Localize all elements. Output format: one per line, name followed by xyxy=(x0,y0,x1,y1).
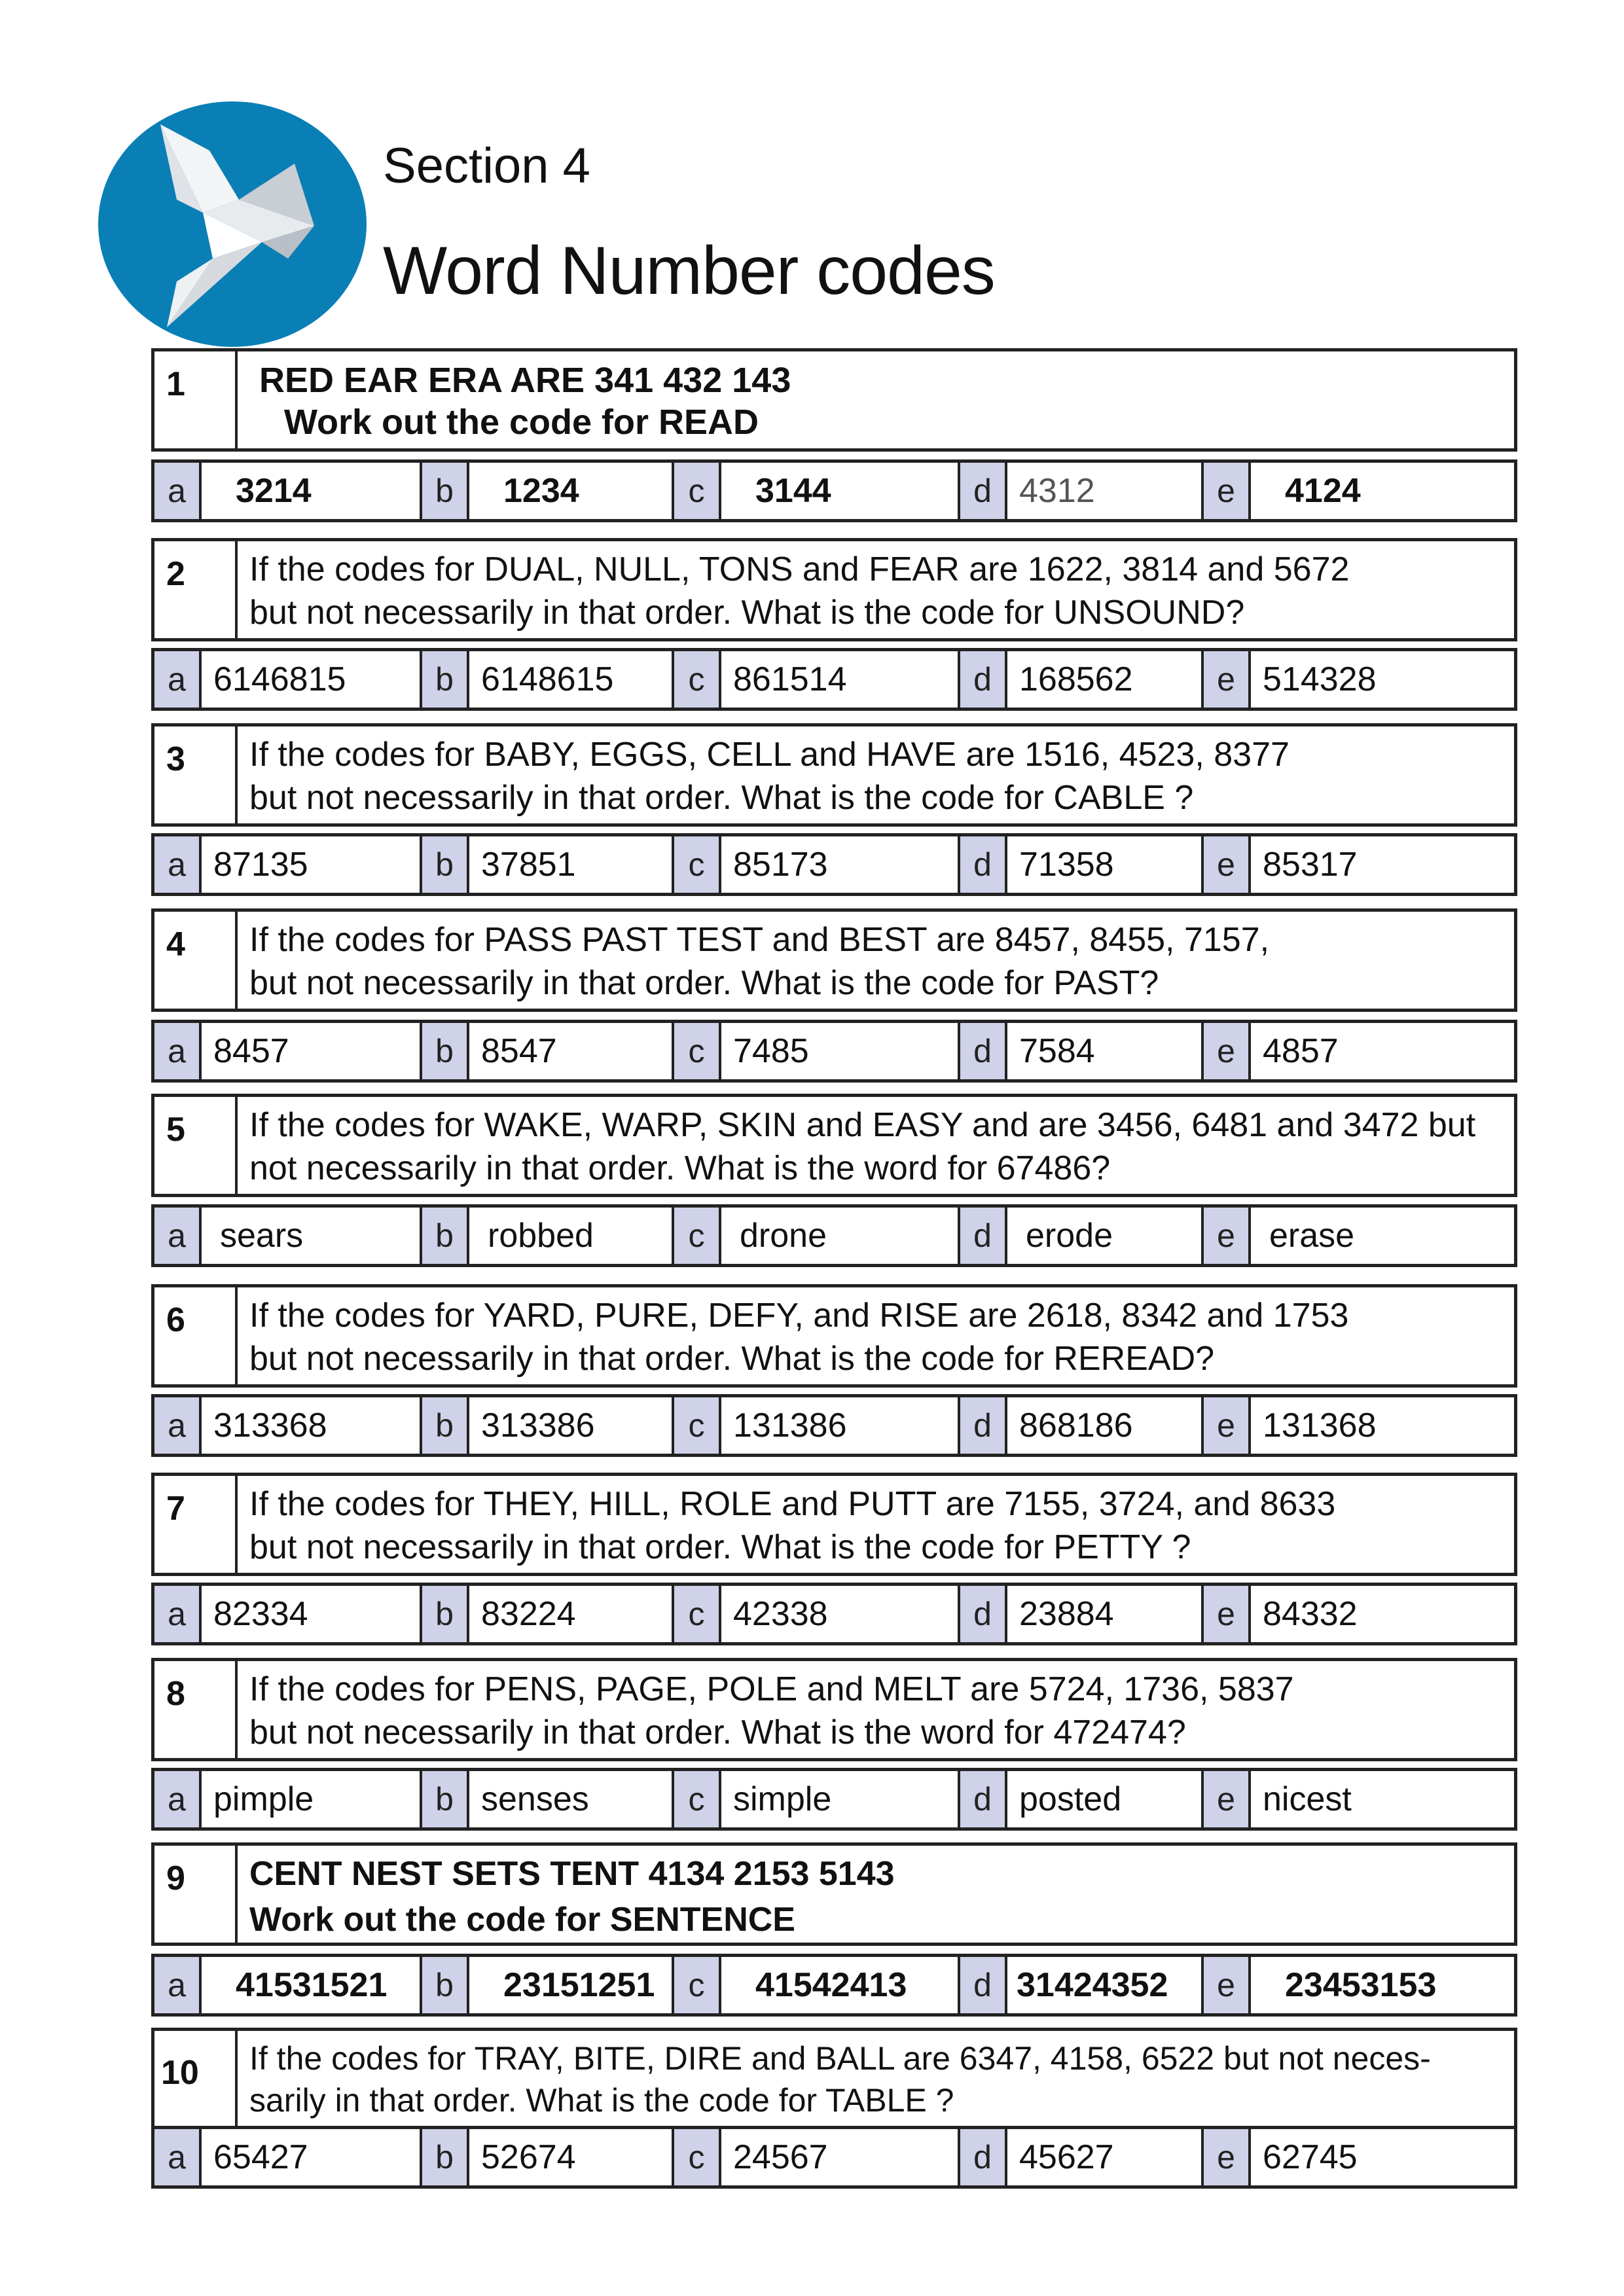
option-letter: e xyxy=(1204,463,1251,519)
option-value: 84332 xyxy=(1263,1595,1358,1633)
option-letter: a xyxy=(154,2129,202,2185)
option-value: 37851 xyxy=(481,846,576,884)
option-letter: b xyxy=(422,463,469,519)
answer-row-1 xyxy=(151,459,1517,522)
question-line: but not necessarily in that order. What is the code for CABLE ? xyxy=(249,779,1194,817)
question-line: If the codes for PASS PAST TEST and BEST are 8457, 8455, 7157, xyxy=(249,921,1270,959)
option-e[interactable] xyxy=(1201,1957,1514,2013)
option-value: 87135 xyxy=(213,846,308,884)
option-letter: e xyxy=(1204,1023,1251,1079)
option-value: 4124 xyxy=(1285,472,1361,510)
option-letter: c xyxy=(674,1023,721,1079)
option-b[interactable] xyxy=(420,463,672,519)
question-8 xyxy=(151,1658,1517,1761)
option-letter: c xyxy=(674,1771,721,1827)
option-letter: b xyxy=(422,651,469,708)
option-value: 52674 xyxy=(481,2138,576,2176)
question-number: 2 xyxy=(154,541,238,638)
option-value: 62745 xyxy=(1263,2138,1358,2176)
option-letter: d xyxy=(960,1586,1007,1642)
option-letter: e xyxy=(1204,1771,1251,1827)
option-e[interactable] xyxy=(1201,1771,1514,1827)
option-value: 45627 xyxy=(1019,2138,1114,2176)
question-line: If the codes for DUAL, NULL, TONS and FEAR are 1622, 3814 and 5672 xyxy=(249,550,1350,588)
question-text xyxy=(249,548,1504,634)
option-e[interactable] xyxy=(1201,463,1514,519)
question-text xyxy=(249,1294,1504,1380)
question-10 xyxy=(151,2028,1517,2131)
option-letter: e xyxy=(1204,2129,1251,2185)
question-line: Work out the code for READ xyxy=(284,403,759,442)
option-d[interactable] xyxy=(958,463,1201,519)
question-5 xyxy=(151,1094,1517,1197)
question-line: but not necessarily in that order. What is the word for 472474? xyxy=(249,1713,1186,1751)
question-number: 4 xyxy=(154,912,238,1009)
option-c[interactable] xyxy=(672,463,958,519)
question-line: but not necessarily in that order. What is the code for PAST? xyxy=(249,964,1159,1002)
question-9 xyxy=(151,1842,1517,1946)
option-letter: e xyxy=(1204,651,1251,708)
option-a[interactable] xyxy=(154,1957,420,2013)
question-line: If the codes for THEY, HILL, ROLE and PUTT are 7155, 3724, and 8633 xyxy=(249,1485,1336,1523)
option-value: 8457 xyxy=(213,1032,289,1070)
option-d[interactable] xyxy=(958,1397,1201,1454)
option-value: senses xyxy=(481,1780,589,1818)
answer-row-3 xyxy=(151,833,1517,896)
option-e[interactable] xyxy=(1201,1586,1514,1642)
question-line: RED EAR ERA ARE 341 432 143 xyxy=(259,361,791,400)
option-value: 41542413 xyxy=(755,1966,907,2004)
option-letter: b xyxy=(422,1957,469,2013)
option-letter: d xyxy=(960,1957,1007,2013)
option-value: erode xyxy=(1026,1217,1113,1255)
option-value: nicest xyxy=(1263,1780,1352,1818)
option-value: simple xyxy=(733,1780,832,1818)
option-value: 83224 xyxy=(481,1595,576,1633)
option-letter: d xyxy=(960,836,1007,893)
option-d[interactable] xyxy=(958,836,1201,893)
answer-row-2 xyxy=(151,648,1517,711)
origami-bird-logo xyxy=(98,101,367,347)
option-d[interactable] xyxy=(958,1957,1201,2013)
option-value: 168562 xyxy=(1019,660,1133,698)
option-value: 313368 xyxy=(213,1407,327,1444)
option-value: 131368 xyxy=(1263,1407,1377,1444)
option-value: 1234 xyxy=(503,472,579,510)
question-line: If the codes for TRAY, BITE, DIRE and BALL are 6347, 4158, 6522 but not neces- xyxy=(249,2040,1431,2077)
question-text xyxy=(259,359,1504,443)
option-b[interactable] xyxy=(420,1397,672,1454)
option-d[interactable] xyxy=(958,1023,1201,1079)
question-line: If the codes for BABY, EGGS, CELL and HAVE are 1516, 4523, 8377 xyxy=(249,736,1290,774)
question-number: 5 xyxy=(154,1097,238,1194)
question-text xyxy=(249,733,1504,819)
option-letter: b xyxy=(422,1208,469,1264)
option-c[interactable] xyxy=(672,836,958,893)
option-a[interactable] xyxy=(154,1771,420,1827)
option-letter: b xyxy=(422,2129,469,2185)
option-letter: c xyxy=(674,463,721,519)
option-value: 24567 xyxy=(733,2138,828,2176)
option-letter: c xyxy=(674,1586,721,1642)
option-value: 7485 xyxy=(733,1032,809,1070)
option-c[interactable] xyxy=(672,651,958,708)
option-value: 82334 xyxy=(213,1595,308,1633)
option-value: 313386 xyxy=(481,1407,595,1444)
option-letter: a xyxy=(154,651,202,708)
question-line: but not necessarily in that order. What is the code for REREAD? xyxy=(249,1340,1215,1378)
answer-row-7 xyxy=(151,1583,1517,1645)
option-letter: c xyxy=(674,1397,721,1454)
option-letter: c xyxy=(674,1957,721,2013)
option-letter: a xyxy=(154,463,202,519)
question-text xyxy=(249,1103,1504,1190)
option-value: 514328 xyxy=(1263,660,1377,698)
option-value: 7584 xyxy=(1019,1032,1095,1070)
question-number: 9 xyxy=(154,1846,238,1943)
option-e[interactable] xyxy=(1201,651,1514,708)
question-7 xyxy=(151,1473,1517,1576)
option-value: 71358 xyxy=(1019,846,1114,884)
option-c[interactable] xyxy=(672,1208,958,1264)
option-a[interactable] xyxy=(154,1208,420,1264)
option-value: 23884 xyxy=(1019,1595,1114,1633)
option-value: 3214 xyxy=(236,472,312,510)
option-b[interactable] xyxy=(420,1957,672,2013)
option-value: 4312 xyxy=(1019,472,1095,510)
option-e[interactable] xyxy=(1201,1397,1514,1454)
option-letter: a xyxy=(154,1208,202,1264)
option-letter: d xyxy=(960,1208,1007,1264)
option-value: 868186 xyxy=(1019,1407,1133,1444)
question-text xyxy=(249,1482,1504,1569)
option-letter: c xyxy=(674,1208,721,1264)
option-a[interactable] xyxy=(154,836,420,893)
page-title: Word Number codes xyxy=(383,233,995,309)
section-label: Section 4 xyxy=(383,138,590,194)
answer-row-4 xyxy=(151,1020,1517,1083)
question-line: not necessarily in that order. What is the word for 67486? xyxy=(249,1149,1111,1187)
option-letter: b xyxy=(422,1586,469,1642)
option-value: 85173 xyxy=(733,846,828,884)
question-number: 8 xyxy=(154,1661,238,1758)
option-d[interactable] xyxy=(958,1586,1201,1642)
option-value: robbed xyxy=(488,1217,594,1255)
question-text xyxy=(249,1668,1504,1754)
question-number: 10 xyxy=(154,2031,238,2128)
question-text xyxy=(249,2037,1504,2121)
option-value: 65427 xyxy=(213,2138,308,2176)
question-number: 1 xyxy=(154,351,238,448)
option-value: 6148615 xyxy=(481,660,614,698)
option-a[interactable] xyxy=(154,2129,420,2185)
option-letter: a xyxy=(154,836,202,893)
answer-row-5 xyxy=(151,1204,1517,1267)
option-value: drone xyxy=(740,1217,827,1255)
option-c[interactable] xyxy=(672,1586,958,1642)
option-letter: c xyxy=(674,836,721,893)
option-value: erase xyxy=(1269,1217,1355,1255)
option-value: 23453153 xyxy=(1285,1966,1437,2004)
question-line: If the codes for WAKE, WARP, SKIN and EASY and are 3456, 6481 and 3472 but xyxy=(249,1106,1476,1144)
question-line: If the codes for PENS, PAGE, POLE and MELT are 5724, 1736, 5837 xyxy=(249,1670,1294,1708)
option-value: 23151251 xyxy=(503,1966,655,2004)
question-4 xyxy=(151,908,1517,1012)
option-value: pimple xyxy=(213,1780,314,1818)
option-value: 6146815 xyxy=(213,660,346,698)
option-value: 8547 xyxy=(481,1032,557,1070)
option-b[interactable] xyxy=(420,1771,672,1827)
option-e[interactable] xyxy=(1201,1023,1514,1079)
answer-row-6 xyxy=(151,1394,1517,1457)
option-value: 31424352 xyxy=(1017,1966,1168,2004)
option-b[interactable] xyxy=(420,836,672,893)
option-b[interactable] xyxy=(420,1208,672,1264)
option-letter: a xyxy=(154,1957,202,2013)
question-line: but not necessarily in that order. What is the code for UNSOUND? xyxy=(249,594,1245,632)
option-a[interactable] xyxy=(154,463,420,519)
option-value: 861514 xyxy=(733,660,847,698)
answer-row-9 xyxy=(151,1954,1517,2017)
option-value: 4857 xyxy=(1263,1032,1339,1070)
option-c[interactable] xyxy=(672,1023,958,1079)
question-line: sarily in that order. What is the code for TABLE ? xyxy=(249,2082,954,2119)
option-c[interactable] xyxy=(672,1771,958,1827)
question-number: 7 xyxy=(154,1476,238,1573)
option-e[interactable] xyxy=(1201,836,1514,893)
question-number: 6 xyxy=(154,1287,238,1384)
question-2 xyxy=(151,538,1517,641)
option-letter: a xyxy=(154,1771,202,1827)
option-letter: e xyxy=(1204,836,1251,893)
option-value: 3144 xyxy=(755,472,831,510)
option-letter: e xyxy=(1204,1397,1251,1454)
answer-row-10 xyxy=(151,2126,1517,2189)
option-letter: e xyxy=(1204,1957,1251,2013)
option-a[interactable] xyxy=(154,1586,420,1642)
option-a[interactable] xyxy=(154,1397,420,1454)
option-b[interactable] xyxy=(420,1586,672,1642)
option-letter: d xyxy=(960,1771,1007,1827)
question-3 xyxy=(151,723,1517,827)
option-a[interactable] xyxy=(154,651,420,708)
option-letter: a xyxy=(154,1586,202,1642)
option-d[interactable] xyxy=(958,1771,1201,1827)
option-value: 42338 xyxy=(733,1595,828,1633)
option-d[interactable] xyxy=(958,651,1201,708)
origami-bird-icon xyxy=(98,101,367,347)
answer-row-8 xyxy=(151,1768,1517,1831)
option-b[interactable] xyxy=(420,651,672,708)
option-letter: b xyxy=(422,836,469,893)
option-letter: c xyxy=(674,651,721,708)
question-line: but not necessarily in that order. What is the code for PETTY ? xyxy=(249,1528,1191,1566)
option-letter: c xyxy=(674,2129,721,2185)
option-e[interactable] xyxy=(1201,1208,1514,1264)
question-1 xyxy=(151,348,1517,452)
question-line: Work out the code for SENTENCE xyxy=(249,1901,795,1939)
option-letter: d xyxy=(960,2129,1007,2185)
option-letter: d xyxy=(960,1397,1007,1454)
option-value: sears xyxy=(220,1217,304,1255)
question-line: If the codes for YARD, PURE, DEFY, and RISE are 2618, 8342 and 1753 xyxy=(249,1297,1349,1335)
option-value: posted xyxy=(1019,1780,1122,1818)
option-value: 85317 xyxy=(1263,846,1358,884)
option-c[interactable] xyxy=(672,2129,958,2185)
option-letter: d xyxy=(960,463,1007,519)
option-c[interactable] xyxy=(672,1397,958,1454)
option-letter: d xyxy=(960,651,1007,708)
question-text xyxy=(249,1851,1504,1943)
option-letter: a xyxy=(154,1023,202,1079)
option-letter: e xyxy=(1204,1208,1251,1264)
option-c[interactable] xyxy=(672,1957,958,2013)
option-a[interactable] xyxy=(154,1023,420,1079)
option-d[interactable] xyxy=(958,2129,1201,2185)
option-b[interactable] xyxy=(420,2129,672,2185)
option-d[interactable] xyxy=(958,1208,1201,1264)
option-letter: b xyxy=(422,1397,469,1454)
option-letter: e xyxy=(1204,1586,1251,1642)
option-value: 41531521 xyxy=(236,1966,388,2004)
option-letter: b xyxy=(422,1023,469,1079)
question-number: 3 xyxy=(154,726,238,823)
option-letter: a xyxy=(154,1397,202,1454)
question-text xyxy=(249,918,1504,1005)
option-letter: b xyxy=(422,1771,469,1827)
question-line: CENT NEST SETS TENT 4134 2153 5143 xyxy=(249,1855,895,1893)
option-letter: d xyxy=(960,1023,1007,1079)
option-e[interactable] xyxy=(1201,2129,1514,2185)
option-b[interactable] xyxy=(420,1023,672,1079)
question-6 xyxy=(151,1284,1517,1388)
option-value: 131386 xyxy=(733,1407,847,1444)
